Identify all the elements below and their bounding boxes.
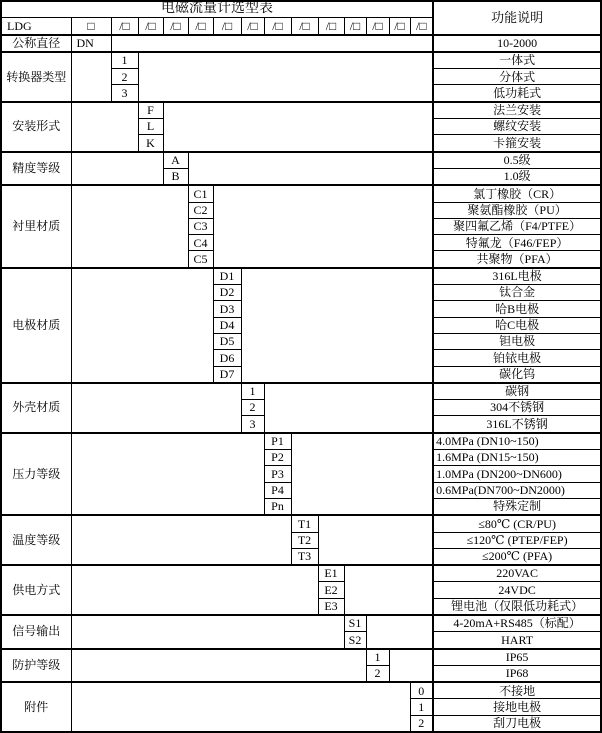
option-code: L: [138, 119, 163, 135]
option-code: T3: [291, 548, 318, 565]
option-code: 2: [410, 715, 433, 732]
option-code: S2: [344, 632, 366, 649]
empty-cell: [71, 565, 318, 615]
option-code: D2: [213, 285, 241, 301]
empty-cell: [71, 383, 241, 433]
model-slot: /□: [163, 18, 188, 35]
empty-cell: [111, 35, 433, 52]
model-slot: /□: [318, 18, 344, 35]
option-desc: ≤120℃ (PTEP/FEP): [433, 532, 601, 548]
empty-cell: [291, 433, 433, 515]
category-label-dn: 公称直径: [1, 35, 71, 52]
option-desc: 聚氨酯橡胶（PU）: [433, 202, 601, 218]
empty-cell: [213, 185, 433, 267]
option-code: C2: [188, 202, 213, 218]
option-desc: 刮刀电极: [433, 715, 601, 732]
category-label: 衬里材质: [1, 185, 71, 267]
option-code: D4: [213, 317, 241, 333]
option-desc: 铂铱电极: [433, 350, 601, 366]
option-code: P2: [264, 450, 291, 466]
option-code: E2: [318, 582, 344, 598]
model-slot: /□: [264, 18, 291, 35]
option-desc: 法兰安装: [433, 102, 601, 119]
empty-cell: [163, 102, 433, 152]
option-desc: 碳化钨: [433, 366, 601, 383]
option-desc: 螺纹安装: [433, 119, 601, 135]
category-label: 安装形式: [1, 102, 71, 152]
option-code: P3: [264, 466, 291, 482]
option-desc: 卡箍安装: [433, 135, 601, 152]
option-code: D5: [213, 333, 241, 349]
option-code: E3: [318, 598, 344, 615]
option-desc: 220VAC: [433, 565, 601, 582]
option-code: 1: [241, 383, 264, 400]
option-desc: 分体式: [433, 69, 601, 85]
option-code: 1: [111, 52, 138, 69]
option-code: F: [138, 102, 163, 119]
empty-cell: [71, 682, 410, 732]
option-code: C5: [188, 251, 213, 268]
option-code: E1: [318, 565, 344, 582]
option-desc: 24VDC: [433, 582, 601, 598]
option-desc: IP65: [433, 649, 601, 666]
option-code: P1: [264, 433, 291, 450]
empty-cell: [318, 515, 433, 565]
option-code: A: [163, 152, 188, 169]
empty-cell: [138, 52, 433, 102]
empty-cell: [241, 268, 433, 383]
option-desc: 钽电极: [433, 333, 601, 349]
option-desc: 低功耗式: [433, 85, 601, 102]
model-slot: /□: [241, 18, 264, 35]
option-desc: 4-20mA+RS485（标配）: [433, 615, 601, 632]
model-slot: /□: [111, 18, 138, 35]
option-code: 3: [241, 416, 264, 433]
option-desc: 4.0MPa (DN10~150): [433, 433, 601, 450]
option-desc: ≤200℃ (PFA): [433, 548, 601, 565]
category-label: 信号输出: [1, 615, 71, 649]
page-title: 电磁流量计选型表: [1, 1, 433, 18]
option-code: 1: [366, 649, 389, 666]
option-code: D1: [213, 268, 241, 285]
option-desc: 特殊定制: [433, 498, 601, 515]
option-code: T2: [291, 532, 318, 548]
option-code: K: [138, 135, 163, 152]
category-label: 电极材质: [1, 268, 71, 383]
option-desc: 1.6MPa (DN15~150): [433, 450, 601, 466]
model-slot: /□: [389, 18, 410, 35]
category-label: 精度等级: [1, 152, 71, 186]
category-label: 防护等级: [1, 649, 71, 683]
empty-cell: [71, 649, 366, 683]
model-slot: /□: [213, 18, 241, 35]
category-label: 外壳材质: [1, 383, 71, 433]
option-desc: 哈C电极: [433, 317, 601, 333]
option-desc: 特氟龙（F46/FEP）: [433, 235, 601, 251]
empty-cell: [71, 185, 188, 267]
option-code: B: [163, 168, 188, 185]
option-code: C1: [188, 185, 213, 202]
option-code: Pn: [264, 498, 291, 515]
category-label: 附件: [1, 682, 71, 732]
option-desc: 一体式: [433, 52, 601, 69]
option-desc: 0.6MPa(DN700~DN2000): [433, 482, 601, 498]
option-code: D6: [213, 350, 241, 366]
option-desc: 1.0级: [433, 168, 601, 185]
empty-cell: [366, 615, 433, 649]
option-desc: 0.5级: [433, 152, 601, 169]
model-prefix: LDG: [1, 18, 71, 35]
option-desc: 共聚物（PFA）: [433, 251, 601, 268]
option-code: D3: [213, 301, 241, 317]
option-code: P4: [264, 482, 291, 498]
option-code: DN: [71, 35, 111, 52]
model-slot: /□: [291, 18, 318, 35]
function-desc-header: 功能说明: [433, 1, 601, 35]
empty-cell: [71, 52, 111, 102]
option-desc: 1.0MPa (DN200~DN600): [433, 466, 601, 482]
empty-cell: [264, 383, 433, 433]
category-label: 压力等级: [1, 433, 71, 515]
empty-cell: [71, 433, 264, 515]
option-desc: 聚四氟乙烯（F4/PTFE）: [433, 218, 601, 234]
option-code: 1: [410, 699, 433, 715]
option-code: 3: [111, 85, 138, 102]
empty-cell: [344, 565, 433, 615]
model-slot: /□: [410, 18, 433, 35]
model-slot: /□: [366, 18, 389, 35]
option-desc: 10-2000: [433, 35, 601, 52]
option-desc: 316L不锈钢: [433, 416, 601, 433]
option-desc: 接地电极: [433, 699, 601, 715]
option-desc: 锂电池（仅限低功耗式）: [433, 598, 601, 615]
option-desc: 碳钢: [433, 383, 601, 400]
option-code: 2: [366, 665, 389, 682]
option-desc: 钛合金: [433, 285, 601, 301]
option-desc: 304不锈钢: [433, 400, 601, 416]
option-code: 2: [241, 400, 264, 416]
option-code: C3: [188, 218, 213, 234]
category-label: 供电方式: [1, 565, 71, 615]
model-slot: /□: [188, 18, 213, 35]
option-desc: HART: [433, 632, 601, 649]
option-code: S1: [344, 615, 366, 632]
option-desc: 氯丁橡胶（CR）: [433, 185, 601, 202]
model-slot: /□: [138, 18, 163, 35]
empty-cell: [389, 649, 433, 683]
empty-cell: [71, 102, 138, 152]
option-desc: ≤80℃ (CR/PU): [433, 515, 601, 532]
option-desc: 哈B电极: [433, 301, 601, 317]
option-desc: 316L电极: [433, 268, 601, 285]
option-code: D7: [213, 366, 241, 383]
option-desc: IP68: [433, 665, 601, 682]
empty-cell: [188, 152, 433, 186]
option-code: C4: [188, 235, 213, 251]
category-label: 温度等级: [1, 515, 71, 565]
empty-cell: [71, 152, 163, 186]
empty-cell: [71, 268, 213, 383]
empty-cell: [71, 615, 344, 649]
option-code: T1: [291, 515, 318, 532]
model-slot: /□: [344, 18, 366, 35]
category-label: 转换器类型: [1, 52, 71, 102]
empty-cell: [71, 515, 291, 565]
option-desc: 不接地: [433, 682, 601, 699]
option-code: 2: [111, 69, 138, 85]
option-code: 0: [410, 682, 433, 699]
model-box: □: [71, 18, 111, 35]
